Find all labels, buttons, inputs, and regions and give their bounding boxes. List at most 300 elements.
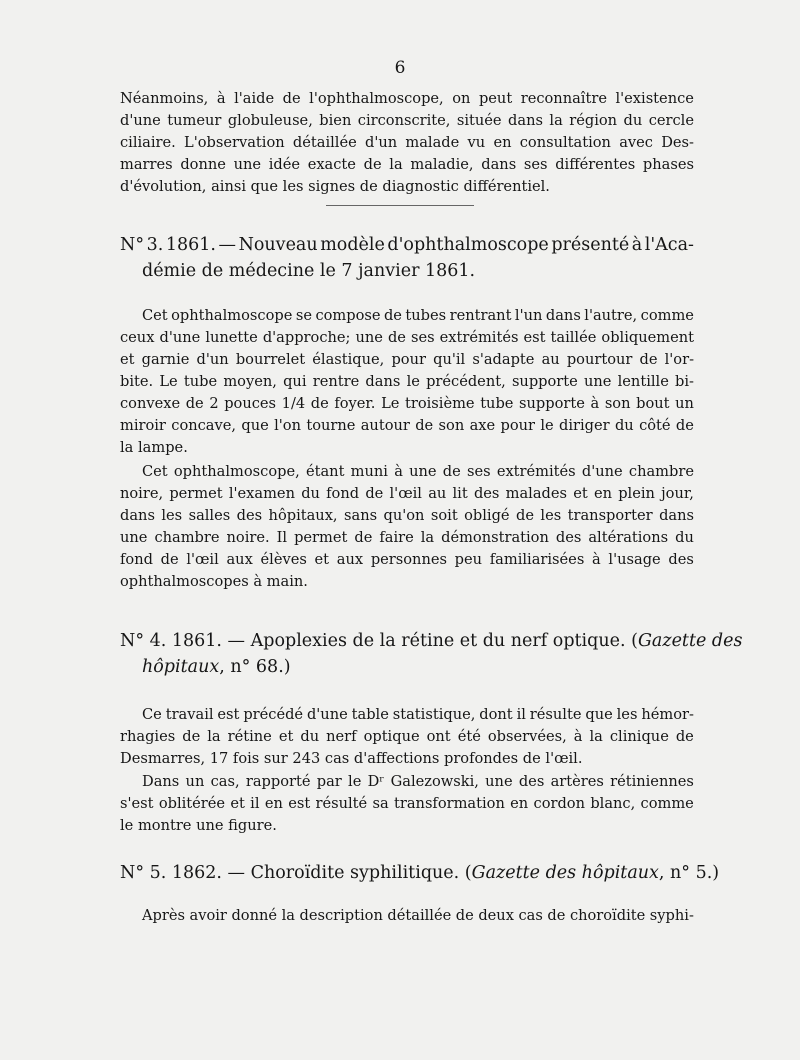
word: pourtour	[566, 351, 633, 368]
word: table	[351, 706, 389, 723]
word: le	[540, 417, 554, 434]
word: cas,	[210, 773, 240, 790]
word: du	[675, 529, 694, 546]
text-line: la lampe.	[120, 439, 188, 456]
word: deux	[478, 907, 514, 924]
word: de	[387, 329, 406, 346]
word: dans	[659, 507, 694, 524]
word: axe	[469, 417, 496, 434]
word: l'on	[274, 417, 301, 434]
word: vu	[467, 134, 486, 151]
word: du	[614, 417, 634, 434]
word: bi-	[675, 373, 694, 390]
text-line: le montre une figure.	[120, 817, 277, 834]
word: aux	[226, 551, 253, 568]
text-line	[120, 505, 694, 527]
word: détaillée	[292, 134, 357, 151]
word: tumeur	[167, 112, 222, 129]
word: de	[160, 551, 179, 568]
word: d'une	[120, 112, 161, 129]
word: la	[281, 907, 295, 924]
word: l'œil	[389, 485, 422, 502]
word: en	[493, 134, 512, 151]
word: hémor-	[641, 706, 694, 723]
word: de	[310, 395, 329, 412]
word: bout	[636, 395, 670, 412]
word: chambre	[628, 463, 694, 480]
word: faire	[379, 529, 414, 546]
word: d'ophthalmoscope	[387, 235, 549, 255]
word: Après	[142, 907, 185, 924]
word: idée	[268, 156, 300, 173]
word: personnes	[370, 551, 447, 568]
word: dont	[479, 706, 513, 723]
word: cas	[518, 907, 543, 924]
word: et	[120, 351, 135, 368]
word: Néanmoins,	[120, 90, 209, 107]
word: l'œil	[186, 551, 219, 568]
entry-4-heading-line1	[120, 628, 743, 654]
word: de	[383, 307, 402, 324]
word: à	[216, 90, 226, 107]
word: soit	[430, 507, 458, 524]
word: transporter	[567, 507, 653, 524]
word: bourrelet	[235, 351, 306, 368]
word: de	[415, 417, 434, 434]
word: statistique,	[392, 706, 476, 723]
word: moyen,	[223, 373, 277, 390]
page-number: 6	[394, 58, 406, 78]
entry-4-paragraph-1	[120, 704, 694, 770]
word: ceux	[120, 329, 155, 346]
word: Dʳ	[367, 773, 385, 790]
word: l'usage	[608, 551, 661, 568]
word: lentille	[617, 373, 669, 390]
word: une	[583, 373, 612, 390]
entry-5-heading-prefix: N° 5. 1862. — Choroïdite syphilitique. (	[120, 863, 472, 883]
word: Cet	[142, 307, 168, 324]
word: d'une	[159, 329, 201, 346]
word: des	[236, 507, 263, 524]
word: globuleuse,	[227, 112, 313, 129]
text-line	[120, 349, 694, 371]
word: convexe	[120, 395, 181, 412]
word: l'Aca-	[644, 235, 694, 255]
word: à	[631, 235, 643, 255]
word: du	[300, 728, 320, 745]
word: permet	[169, 485, 223, 502]
word: 1861.	[165, 235, 216, 255]
word: à	[590, 395, 600, 412]
word: Cet	[142, 463, 168, 480]
entry-4-heading-line2	[120, 654, 694, 680]
word: et	[278, 728, 294, 745]
word: qu'on	[383, 507, 425, 524]
word: compose	[315, 307, 381, 324]
word: Galezowski,	[390, 773, 479, 790]
word: donné	[231, 907, 278, 924]
word: consultation	[519, 134, 611, 151]
entry-3-heading-line2: démie de médecine le 7 janvier 1861.	[142, 261, 476, 281]
word: que	[585, 706, 613, 723]
word: pour	[500, 417, 536, 434]
word: bite.	[120, 373, 154, 390]
word: de	[365, 485, 384, 502]
word: fond	[326, 485, 360, 502]
word: une	[120, 529, 148, 546]
word: aux	[336, 551, 364, 568]
word: à	[573, 728, 583, 745]
word: une	[233, 156, 262, 173]
word: le	[348, 773, 362, 790]
word: donne	[180, 156, 226, 173]
word: une	[355, 329, 383, 346]
word: côté	[639, 417, 671, 434]
word: et	[573, 485, 588, 502]
word: taillée	[550, 329, 597, 346]
word: s'adapte	[472, 351, 535, 368]
text-line	[120, 704, 694, 726]
word: Nouveau	[238, 235, 318, 255]
word: du	[623, 112, 643, 129]
word: été	[457, 728, 481, 745]
word: il	[516, 706, 526, 723]
word: malades	[505, 485, 567, 502]
intro-paragraph	[120, 88, 694, 198]
word: sa	[372, 795, 389, 812]
word: miroir	[120, 417, 166, 434]
word: de	[455, 907, 474, 924]
word: phases	[642, 156, 694, 173]
word: une	[409, 463, 437, 480]
word: supporte	[519, 395, 585, 412]
word: la	[420, 529, 435, 546]
word: pouces	[224, 395, 277, 412]
word: Il	[276, 529, 288, 546]
word: muni	[350, 463, 388, 480]
word: extrémités	[439, 329, 519, 346]
word: supporte	[511, 373, 578, 390]
text-line	[120, 793, 694, 815]
entry-3-paragraph-2	[120, 461, 694, 593]
word: pour	[391, 351, 426, 368]
word: de	[442, 463, 461, 480]
word: ciliaire.	[120, 134, 176, 151]
word: autour	[360, 417, 410, 434]
word: le	[406, 373, 420, 390]
word: et	[230, 795, 245, 812]
entry-4-heading-suffix: , n° 68.)	[219, 657, 291, 677]
word: troisième	[405, 395, 475, 412]
text-line: d'évolution, ainsi que les signes de diagnostic différentiel.	[120, 178, 550, 195]
word: de	[363, 156, 382, 173]
text-line	[120, 132, 694, 154]
word: 3.	[146, 235, 164, 255]
word: un	[675, 395, 694, 412]
text-line	[120, 483, 694, 505]
word: bien	[319, 112, 352, 129]
word: située	[456, 112, 502, 129]
word: de	[354, 529, 373, 546]
word: avoir	[189, 907, 227, 924]
word: rétiniennes	[610, 773, 694, 790]
word: différentes	[555, 156, 636, 173]
word: la	[207, 728, 221, 745]
word: lunette	[205, 329, 258, 346]
word: des	[473, 485, 500, 502]
word: 1/4	[281, 395, 306, 412]
entry-3-paragraph-1	[120, 305, 694, 459]
word: qui	[283, 373, 307, 390]
word: sans	[344, 507, 378, 524]
word: dans	[545, 307, 581, 324]
text-line	[120, 371, 694, 393]
word: de	[185, 395, 204, 412]
word: étant	[305, 463, 345, 480]
word: les	[540, 507, 562, 524]
text-line	[120, 393, 694, 415]
word: l'autre,	[584, 307, 638, 324]
word: N°	[120, 235, 145, 255]
text-line	[120, 88, 694, 110]
word: dans	[508, 112, 543, 129]
word: garnie	[141, 351, 190, 368]
word: de	[547, 907, 566, 924]
word: —	[218, 235, 237, 255]
word: extrémités	[496, 463, 576, 480]
word: que	[241, 417, 269, 434]
word: observées,	[487, 728, 567, 745]
word: son	[604, 395, 631, 412]
word: exacte	[307, 156, 356, 173]
word: la	[389, 156, 403, 173]
word: élèves	[260, 551, 307, 568]
word: L'observation	[184, 134, 285, 151]
word: foyer.	[334, 395, 376, 412]
word: dans	[481, 156, 517, 173]
word: rentre	[312, 373, 360, 390]
word: de	[182, 728, 201, 745]
word: est	[523, 329, 546, 346]
word: travail	[165, 706, 214, 723]
text-line: ophthalmoscopes à main.	[120, 573, 308, 590]
word: l'ophthalmoscope,	[309, 90, 444, 107]
word: la	[549, 112, 563, 129]
word: reconnaître	[520, 90, 607, 107]
word: est	[288, 795, 311, 812]
word: optique	[363, 728, 420, 745]
word: obliquement	[601, 329, 694, 346]
word: tubes	[405, 307, 447, 324]
text-line	[120, 461, 694, 483]
word: description	[299, 907, 383, 924]
word: l'examen	[228, 485, 295, 502]
word: à	[394, 463, 403, 480]
entry-5-heading-suffix: , n° 5.)	[658, 863, 720, 883]
word: dans	[365, 373, 401, 390]
entry-4	[120, 628, 743, 680]
word: l'aide	[234, 90, 275, 107]
word: d'un	[364, 134, 398, 151]
word: détaillée	[387, 907, 452, 924]
word: l'or-	[664, 351, 694, 368]
text-line	[120, 154, 694, 176]
word: à	[592, 551, 601, 568]
word: présenté	[551, 235, 630, 255]
entry-4-paragraph-2	[120, 771, 694, 837]
word: ont	[426, 728, 451, 745]
word: est	[217, 706, 240, 723]
word: fond	[120, 551, 153, 568]
word: clinique	[609, 728, 669, 745]
word: qu'il	[433, 351, 466, 368]
entry-4-journal-cont: hôpitaux	[142, 657, 220, 677]
word: malade	[405, 134, 460, 151]
entry-5-paragraph-1	[120, 905, 694, 927]
text-line	[120, 110, 694, 132]
word: rhagies	[120, 728, 176, 745]
word: Dans	[142, 773, 180, 790]
word: tube	[480, 395, 514, 412]
word: plein	[618, 485, 655, 502]
word: cordon	[533, 795, 585, 812]
word: rentrant	[449, 307, 512, 324]
word: par	[316, 773, 342, 790]
word: l'un	[514, 307, 543, 324]
word: choroïdite	[569, 907, 646, 924]
word: peu	[454, 551, 483, 568]
word: les	[616, 706, 638, 723]
word: chambre	[154, 529, 220, 546]
word: au	[541, 351, 560, 368]
text-line	[120, 771, 694, 793]
text-line	[120, 726, 694, 748]
word: des	[555, 529, 582, 546]
word: élastique,	[312, 351, 385, 368]
word: d'un	[196, 351, 229, 368]
word: des	[668, 551, 694, 568]
word: et	[314, 551, 330, 568]
word: d'une	[306, 706, 348, 723]
word: altérations	[588, 529, 669, 546]
word: obligé	[464, 507, 510, 524]
word: modèle	[320, 235, 385, 255]
word: en	[264, 795, 283, 812]
word: hôpitaux,	[268, 507, 338, 524]
word: blanc,	[590, 795, 636, 812]
word: ses	[523, 156, 548, 173]
text-line: Desmarres, 17 fois sur 243 cas d'affections profondes de l'œil.	[120, 750, 583, 767]
word: il	[250, 795, 260, 812]
word: concave,	[171, 417, 237, 434]
word: salles	[188, 507, 231, 524]
word: noire,	[120, 485, 164, 502]
word: s'est	[120, 795, 154, 812]
word: peut	[478, 90, 513, 107]
entry-4-heading-prefix: N° 4. 1861. — Apoplexies de la rétine et du nerf optique. (	[120, 631, 638, 651]
section-divider	[326, 205, 474, 206]
text-line	[120, 305, 694, 327]
word: se	[295, 307, 312, 324]
word: résulté	[315, 795, 368, 812]
word: Des-	[661, 134, 694, 151]
word: lit	[452, 485, 468, 502]
word: tube	[183, 373, 218, 390]
entry-4-journal: Gazette des	[637, 631, 743, 651]
text-line	[120, 549, 694, 571]
word: jour,	[661, 485, 694, 502]
word: démonstration	[441, 529, 549, 546]
word: rétine	[227, 728, 272, 745]
word: d'approche;	[262, 329, 351, 346]
word: comme	[640, 307, 694, 324]
word: maladie,	[410, 156, 474, 173]
word: en	[593, 485, 612, 502]
word: précédent,	[426, 373, 506, 390]
word: on	[452, 90, 471, 107]
word: artères	[550, 773, 604, 790]
word: des	[518, 773, 545, 790]
word: en	[510, 795, 529, 812]
word: avec	[619, 134, 653, 151]
word: ses	[466, 463, 491, 480]
word: de	[282, 90, 301, 107]
word: oblitérée	[158, 795, 226, 812]
word: Ce	[142, 706, 162, 723]
word: syphi-	[649, 907, 694, 924]
word: Le	[381, 395, 400, 412]
entry-5	[120, 860, 720, 886]
word: nerf	[326, 728, 357, 745]
word: comme	[640, 795, 694, 812]
word: tourne	[306, 417, 356, 434]
word: un	[185, 773, 205, 790]
word: de	[675, 417, 694, 434]
text-line	[120, 527, 694, 549]
word: au	[428, 485, 447, 502]
word: résulte	[529, 706, 582, 723]
word: une	[485, 773, 513, 790]
word: du	[301, 485, 320, 502]
entry-5-heading	[120, 860, 720, 886]
word: son	[438, 417, 465, 434]
word: ses	[410, 329, 435, 346]
word: circonscrite,	[357, 112, 451, 129]
word: de	[639, 351, 658, 368]
text-line	[120, 905, 694, 927]
entry-3	[120, 232, 694, 284]
word: l'existence	[615, 90, 694, 107]
word: d'une	[581, 463, 623, 480]
word: marres	[120, 156, 173, 173]
entry-3-heading-line1	[120, 232, 694, 258]
word: précédé	[243, 706, 304, 723]
word: de	[675, 728, 694, 745]
word: noire.	[226, 529, 270, 546]
word: diriger	[559, 417, 610, 434]
word: ophthalmoscope,	[173, 463, 300, 480]
text-line	[120, 327, 694, 349]
word: les	[161, 507, 183, 524]
word: rapporté	[245, 773, 311, 790]
word: ophthalmoscope	[171, 307, 293, 324]
word: cercle	[648, 112, 694, 129]
word: dans	[120, 507, 155, 524]
word: région	[569, 112, 618, 129]
word: de	[516, 507, 534, 524]
word: 2	[209, 395, 219, 412]
word: la	[589, 728, 603, 745]
